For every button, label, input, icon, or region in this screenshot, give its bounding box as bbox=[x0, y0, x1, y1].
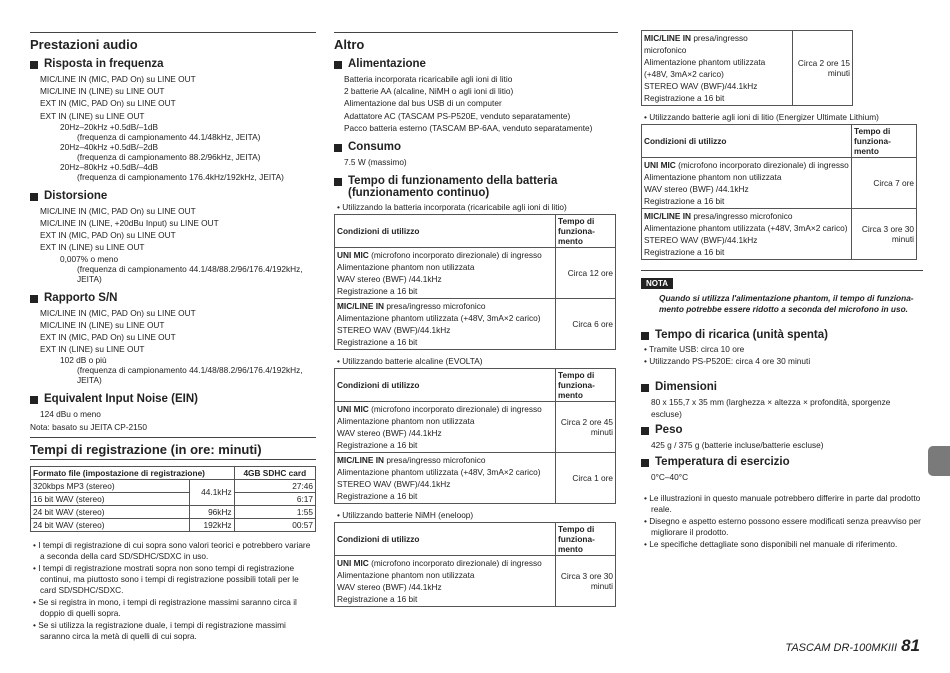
spec-line: Batteria incorporata ricaricabile agli ioni di litio bbox=[344, 74, 513, 84]
spec-line: 2 batterie AA (alcaline, NiMH o agli ioni di litio) bbox=[344, 86, 514, 97]
square-bullet-icon bbox=[641, 427, 649, 435]
square-bullet-icon bbox=[641, 332, 649, 340]
heading-distorsione: Distorsione bbox=[30, 190, 316, 202]
page-number: 81 bbox=[901, 636, 920, 655]
spec-line: MIC/LINE IN (MIC, PAD On) su LINE OUT bbox=[40, 205, 196, 216]
spec-note: (frequenza di campionamento 44.1/48/88.2/96/176.4/192kHz, JEITA) bbox=[77, 263, 303, 284]
square-bullet-icon bbox=[30, 396, 38, 404]
spec-line: Pacco batteria esterno (TASCAM BP-6AA, venduto separatamente) bbox=[344, 122, 593, 133]
heading-consumo: Consumo bbox=[334, 141, 618, 153]
square-bullet-icon bbox=[30, 295, 38, 303]
table-row: 320kbps MP3 (stereo) 44.1kHz 27:46 bbox=[31, 479, 316, 492]
spec-note: (frequenza di campionamento 44.1/48kHz, JEITA) bbox=[77, 131, 261, 142]
table-caption: • Utilizzando batterie agli ioni di litio (Energizer Ultimate Lithium) bbox=[641, 112, 923, 123]
square-bullet-icon bbox=[334, 144, 342, 152]
spec-line: MIC/LINE IN (LINE, +20dBu Input) su LINE OUT bbox=[40, 218, 219, 229]
heading-peso: Peso bbox=[641, 424, 923, 436]
table-row: 16 bit WAV (stereo) 6:17 bbox=[31, 492, 316, 505]
spec-line: EXT IN (MIC, PAD On) su LINE OUT bbox=[40, 230, 176, 241]
square-bullet-icon bbox=[334, 178, 342, 186]
heading-dimensioni: Dimensioni bbox=[641, 381, 923, 393]
battery-table-nimh-continued bbox=[641, 30, 853, 106]
square-bullet-icon bbox=[30, 193, 38, 201]
heading-ein: Equivalent Input Noise (EIN) bbox=[30, 393, 316, 405]
bullet-item: • Utilizzando PS-P520E: circa 4 ore 30 minuti bbox=[641, 356, 923, 367]
spec-value: 20Hz–20kHz +0.5dB/–1dB bbox=[60, 121, 159, 132]
spec-line: MIC/LINE IN (LINE) su LINE OUT bbox=[40, 319, 165, 330]
spec-footnote: Nota: basato su JEITA CP-2150 bbox=[30, 421, 147, 432]
table-row: UNI MIC (microfono incorporato direzionale) di ingresso Alimentazione phantom non utilizzata WAV stereo (BWF) /44.1kHz Registrazione a 16 bit Circa 2 ore 45 minuti bbox=[335, 402, 616, 453]
heading-rapporto: Rapporto S/N bbox=[30, 292, 316, 304]
battery-table-builtin: Condizioni di utilizzo Tempo di funziona-mento UNI MIC (microfono incorporato direzionale) di ingresso Alimentazione phantom non utilizzata WAV stereo (BWF) /44.1kHz Registrazione a 16 bit Circa 12 ore MIC/LINE IN presa/ingresso microfonico Alimentazione phantom utilizzata (+48V, 3mA×2 carico) STEREO WAV (BWF)/44.1kHz Registrazione a 16 bit Circa 6 ore bbox=[334, 214, 616, 350]
spec-note: (frequenza di campionamento 176.4kHz/192kHz, JEITA) bbox=[77, 171, 284, 182]
note-text: Quando si utilizza l'alimentazione phantom, il tempo di funziona-mento potrebbe essere ridotto a seconda del microfono in uso. bbox=[659, 293, 914, 314]
table-caption: • Utilizzando la batteria incorporata (ricaricabile agli ioni di litio) bbox=[334, 202, 618, 213]
table-row: MIC/LINE IN presa/ingresso microfonico Alimentazione phantom utilizzata (+48V, 3mA×2 carico) STEREO WAV (BWF)/44.1kHz Registrazione a 16 bit Circa 2 ore 15 minuti bbox=[642, 31, 853, 106]
spec-value: 20Hz–40kHz +0.5dB/–2dB bbox=[60, 141, 159, 152]
spec-line: 0°C–40°C bbox=[651, 471, 689, 482]
column-1 bbox=[30, 30, 316, 643]
spec-line: 80 x 155,7 x 35 mm (larghezza × altezza × profondità, sporgenze escluse) bbox=[651, 397, 891, 420]
bullet-item: • Le specifiche dettagliate sono disponibili nel manuale di riferimento. bbox=[641, 539, 923, 550]
spec-line: EXT IN (MIC, PAD On) su LINE OUT bbox=[40, 98, 176, 109]
spec-value: 102 dB o più bbox=[60, 355, 107, 366]
spec-line: 7.5 W (massimo) bbox=[344, 157, 407, 168]
table-row: MIC/LINE IN presa/ingresso microfonico Alimentazione phantom utilizzata (+48V, 3mA×2 carico) STEREO WAV (BWF)/44.1kHz Registrazione a 16 bit Circa 1 ore bbox=[335, 453, 616, 504]
spec-value: 20Hz–80kHz +0.5dB/–4dB bbox=[60, 161, 159, 172]
table-row: MIC/LINE IN presa/ingresso microfonico Alimentazione phantom utilizzata (+48V, 3mA×2 carico) STEREO WAV (BWF)/44.1kHz Registrazione a 16 bit Circa 3 ore 30 minuti bbox=[642, 209, 917, 260]
spec-note: (frequenza di campionamento 44.1/48/88.2/96/176.4/192kHz, JEITA) bbox=[77, 365, 303, 386]
table-header: Formato file (impostazione di registrazione) bbox=[31, 466, 235, 479]
battery-table-alkaline: Condizioni di utilizzo Tempo di funziona-mento UNI MIC (microfono incorporato direzionale) di ingresso Alimentazione phantom non utilizzata WAV stereo (BWF) /44.1kHz Registrazione a 16 bit Circa 2 ore 45 minuti MIC/LINE IN presa/ingresso microfonico Alimentazione phantom utilizzata (+48V, 3mA×2 carico) STEREO WAV (BWF)/44.1kHz Registrazione a 16 bit Circa 1 ore bbox=[334, 368, 616, 504]
bullet-item: • Tramite USB: circa 10 ore bbox=[641, 344, 923, 355]
spec-line: EXT IN (MIC, PAD On) su LINE OUT bbox=[40, 332, 176, 343]
recording-times-table bbox=[30, 466, 316, 532]
heading-tempo-funzionamento: Tempo di funzionamento della batteria (funzionamento continuo) bbox=[334, 175, 618, 199]
page-edge-tab bbox=[928, 446, 950, 476]
bullet-item: • I tempi di registrazione mostrati sopra non sono tempi di registrazione continui, ma piuttosto sono i tempi di registrazione possibili totali per le card SD/SDHC/SDXC. bbox=[30, 563, 316, 596]
square-bullet-icon bbox=[334, 61, 342, 69]
column-3 bbox=[641, 34, 923, 551]
spec-line: 124 dBu o meno bbox=[40, 409, 101, 420]
spec-line: EXT IN (LINE) su LINE OUT bbox=[40, 242, 145, 253]
section-title-altro: Altro bbox=[334, 32, 618, 52]
spec-line: Alimentazione dal bus USB di un computer bbox=[344, 98, 502, 109]
table-row: UNI MIC (microfono incorporato direzionale) di ingresso Alimentazione phantom non utilizzata WAV stereo (BWF) /44.1kHz Registrazione a 16 bit Circa 7 ore bbox=[642, 158, 917, 209]
table-caption: • Utilizzando batterie NiMH (eneloop) bbox=[334, 510, 618, 521]
battery-table-lithium: Condizioni di utilizzo Tempo di funziona-mento UNI MIC (microfono incorporato direzionale) di ingresso Alimentazione phantom non utilizzata WAV stereo (BWF) /44.1kHz Registrazione a 16 bit Circa 7 ore MIC/LINE IN presa/ingresso microfonico Alimentazione phantom utilizzata (+48V, 3mA×2 carico) STEREO WAV (BWF)/44.1kHz Registrazione a 16 bit Circa 3 ore 30 minuti bbox=[641, 124, 917, 260]
spec-line: MIC/LINE IN (MIC, PAD On) su LINE OUT bbox=[40, 74, 196, 84]
bullet-item: • Se si utilizza la registrazione duale, i tempi di registrazione massimi saranno circa la metà di quelli di cui sopra. bbox=[30, 620, 316, 642]
heading-alimentazione: Alimentazione bbox=[334, 58, 618, 70]
heading-risposta: Risposta in frequenza bbox=[30, 58, 316, 70]
heading-ricarica: Tempo di ricarica (unità spenta) bbox=[641, 329, 923, 341]
spec-value: 0,007% o meno bbox=[60, 253, 119, 264]
note-tag: NOTA bbox=[641, 278, 673, 289]
spec-line: MIC/LINE IN (LINE) su LINE OUT bbox=[40, 86, 165, 97]
square-bullet-icon bbox=[641, 459, 649, 467]
bullet-item: • Disegno e aspetto esterno possono essere modificati senza preavviso per migliorare il prodotto. bbox=[641, 516, 923, 538]
table-row: MIC/LINE IN presa/ingresso microfonico Alimentazione phantom utilizzata (+48V, 3mA×2 carico) STEREO WAV (BWF)/44.1kHz Registrazione a 16 bit Circa 6 ore bbox=[335, 299, 616, 350]
spec-line: Adattatore AC (TASCAM PS-P520E, venduto separatamente) bbox=[344, 110, 571, 121]
footer-brand: TASCAM DR-100MKIII bbox=[785, 642, 898, 654]
spec-note: (frequenza di campionamento 88.2/96kHz, JEITA) bbox=[77, 151, 261, 162]
note-box bbox=[641, 270, 923, 315]
bullet-item: • I tempi di registrazione di cui sopra sono valori teorici e potrebbero variare a seconda della card SD/SDHC/SDXC in uso. bbox=[30, 540, 316, 562]
table-caption: • Utilizzando batterie alcaline (EVOLTA) bbox=[334, 356, 618, 367]
table-row: 24 bit WAV (stereo) 96kHz 1:55 bbox=[31, 505, 316, 518]
battery-table-nimh: Condizioni di utilizzo Tempo di funziona-mento UNI MIC (microfono incorporato direzionale) di ingresso Alimentazione phantom non utilizzata WAV stereo (BWF) /44.1kHz Registrazione a 16 bit Circa 3 ore 30 minuti bbox=[334, 522, 616, 607]
spec-line: MIC/LINE IN (MIC, PAD On) su LINE OUT bbox=[40, 307, 196, 318]
table-row: 24 bit WAV (stereo) 192kHz 00:57 bbox=[31, 518, 316, 531]
section-title-tempi: Tempi di registrazione (in ore: minuti) bbox=[30, 437, 316, 460]
table-row: UNI MIC (microfono incorporato direzionale) di ingresso Alimentazione phantom non utilizzata WAV stereo (BWF) /44.1kHz Registrazione a 16 bit Circa 12 ore bbox=[335, 248, 616, 299]
table-row: UNI MIC (microfono incorporato direzionale) di ingresso Alimentazione phantom non utilizzata WAV stereo (BWF) /44.1kHz Registrazione a 16 bit Circa 3 ore 30 minuti bbox=[335, 556, 616, 607]
heading-temperatura: Temperatura di esercizio bbox=[641, 456, 923, 468]
bullet-item: • Se si registra in mono, i tempi di registrazione massimi saranno circa il doppio di quelli sopra. bbox=[30, 597, 316, 619]
spec-line: EXT IN (LINE) su LINE OUT bbox=[40, 344, 145, 355]
spec-line: 425 g / 375 g (batterie incluse/batterie escluse) bbox=[651, 440, 824, 451]
spec-line: EXT IN (LINE) su LINE OUT bbox=[40, 110, 145, 121]
square-bullet-icon bbox=[30, 61, 38, 69]
page-footer bbox=[785, 636, 920, 656]
table-header: 4GB SDHC card bbox=[234, 466, 315, 479]
square-bullet-icon bbox=[641, 384, 649, 392]
column-2 bbox=[334, 30, 618, 607]
bullet-item: • Le illustrazioni in questo manuale potrebbero differire in parte dal prodotto reale. bbox=[641, 493, 923, 515]
section-title-audio: Prestazioni audio bbox=[30, 32, 316, 52]
